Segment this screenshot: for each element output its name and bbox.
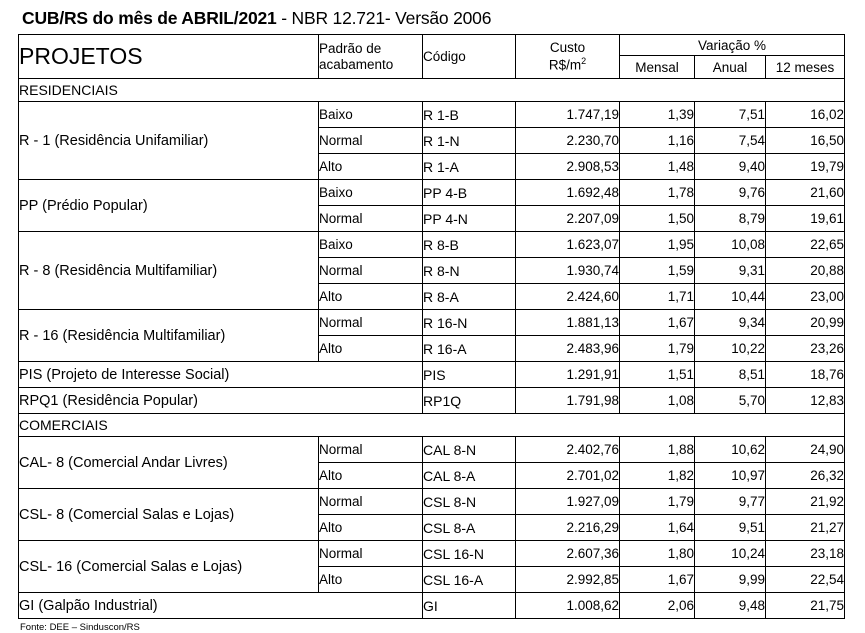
cell-12meses: 19,79 <box>766 154 845 180</box>
cell-mensal: 1,39 <box>620 102 695 128</box>
cell-custo: 2.701,02 <box>516 463 620 489</box>
cell-anual: 9,77 <box>695 489 766 515</box>
custo-line1: Custo <box>549 39 586 55</box>
cell-padrao: Baixo <box>319 180 423 206</box>
cell-custo: 1.623,07 <box>516 232 620 258</box>
cell-codigo: GI <box>423 593 516 619</box>
cell-codigo: R 1-A <box>423 154 516 180</box>
table-row <box>19 180 845 206</box>
cell-padrao: Alto <box>319 463 423 489</box>
cell-mensal: 1,48 <box>620 154 695 180</box>
cell-anual: 10,62 <box>695 437 766 463</box>
cell-12meses: 19,61 <box>766 206 845 232</box>
cell-padrao: Alto <box>319 154 423 180</box>
cell-projeto: PP (Prédio Popular) <box>19 180 319 232</box>
cell-mensal: 1,79 <box>620 489 695 515</box>
padrao-line1: Padrão de <box>319 40 382 56</box>
cell-12meses: 16,50 <box>766 128 845 154</box>
cell-anual: 10,44 <box>695 284 766 310</box>
cell-mensal: 1,79 <box>620 336 695 362</box>
cell-mensal: 1,88 <box>620 437 695 463</box>
table-row <box>19 593 845 619</box>
table-row <box>19 362 845 388</box>
header-row-1 <box>19 35 845 56</box>
cell-anual: 9,40 <box>695 154 766 180</box>
cell-anual: 9,48 <box>695 593 766 619</box>
table-row <box>19 388 845 414</box>
section-row <box>19 79 845 102</box>
cell-codigo: CSL 16-N <box>423 541 516 567</box>
page-title-main: CUB/RS do mês de ABRIL/2021 <box>22 8 277 28</box>
cell-mensal: 2,06 <box>620 593 695 619</box>
column-header-mensal: Mensal <box>620 56 695 79</box>
cell-padrao: Normal <box>319 206 423 232</box>
cell-12meses: 22,65 <box>766 232 845 258</box>
cell-padrao: Alto <box>319 284 423 310</box>
cell-12meses: 23,00 <box>766 284 845 310</box>
cell-padrao: Normal <box>319 310 423 336</box>
cell-custo: 1.692,48 <box>516 180 620 206</box>
custo-exponent: 2 <box>581 55 587 66</box>
section-row <box>19 414 845 437</box>
cell-12meses: 21,27 <box>766 515 845 541</box>
cell-anual: 10,97 <box>695 463 766 489</box>
column-header-variacao: Variação % <box>620 35 845 56</box>
cell-custo: 2.230,70 <box>516 128 620 154</box>
cell-custo: 2.607,36 <box>516 541 620 567</box>
cell-12meses: 23,26 <box>766 336 845 362</box>
cell-codigo: R 8-N <box>423 258 516 284</box>
cell-padrao: Alto <box>319 515 423 541</box>
cell-12meses: 21,60 <box>766 180 845 206</box>
cell-custo: 1.927,09 <box>516 489 620 515</box>
cell-projeto: R - 1 (Residência Unifamiliar) <box>19 102 319 180</box>
cell-padrao: Normal <box>319 437 423 463</box>
column-header-custo <box>516 35 620 79</box>
column-header-anual: Anual <box>695 56 766 79</box>
cell-padrao: Normal <box>319 258 423 284</box>
cell-codigo: PIS <box>423 362 516 388</box>
cell-projeto: RPQ1 (Residência Popular) <box>19 388 423 414</box>
cell-12meses: 26,32 <box>766 463 845 489</box>
cell-custo: 2.402,76 <box>516 437 620 463</box>
cell-12meses: 20,88 <box>766 258 845 284</box>
cell-custo: 2.908,53 <box>516 154 620 180</box>
cell-codigo: CSL 8-A <box>423 515 516 541</box>
cell-codigo: PP 4-B <box>423 180 516 206</box>
cell-anual: 9,99 <box>695 567 766 593</box>
cell-codigo: R 8-A <box>423 284 516 310</box>
cell-mensal: 1,67 <box>620 310 695 336</box>
cell-mensal: 1,64 <box>620 515 695 541</box>
cell-custo: 2.424,60 <box>516 284 620 310</box>
cell-12meses: 22,54 <box>766 567 845 593</box>
cell-codigo: CAL 8-N <box>423 437 516 463</box>
cell-mensal: 1,78 <box>620 180 695 206</box>
cell-custo: 2.207,09 <box>516 206 620 232</box>
cell-12meses: 21,92 <box>766 489 845 515</box>
cell-codigo: R 1-N <box>423 128 516 154</box>
section-label: RESIDENCIAIS <box>19 79 845 102</box>
cell-custo: 1.881,13 <box>516 310 620 336</box>
cell-projeto: CSL- 16 (Comercial Salas e Lojas) <box>19 541 319 593</box>
cell-anual: 10,24 <box>695 541 766 567</box>
cell-custo: 1.930,74 <box>516 258 620 284</box>
cell-codigo: R 1-B <box>423 102 516 128</box>
cell-anual: 8,79 <box>695 206 766 232</box>
padrao-line2: acabamento <box>319 56 394 72</box>
cell-12meses: 20,99 <box>766 310 845 336</box>
cell-padrao: Alto <box>319 336 423 362</box>
cell-anual: 10,08 <box>695 232 766 258</box>
cell-padrao: Baixo <box>319 232 423 258</box>
cell-codigo: RP1Q <box>423 388 516 414</box>
cell-custo: 1.008,62 <box>516 593 620 619</box>
cell-codigo: R 8-B <box>423 232 516 258</box>
cell-codigo: CSL 8-N <box>423 489 516 515</box>
cell-projeto: PIS (Projeto de Interesse Social) <box>19 362 423 388</box>
cell-anual: 7,51 <box>695 102 766 128</box>
cell-custo: 2.216,29 <box>516 515 620 541</box>
cell-12meses: 23,18 <box>766 541 845 567</box>
cell-custo: 2.992,85 <box>516 567 620 593</box>
section-label: COMERCIAIS <box>19 414 845 437</box>
column-header-padrao <box>319 35 423 79</box>
cell-codigo: CAL 8-A <box>423 463 516 489</box>
column-header-codigo: Código <box>423 35 516 79</box>
cell-custo: 2.483,96 <box>516 336 620 362</box>
cell-mensal: 1,82 <box>620 463 695 489</box>
cell-12meses: 24,90 <box>766 437 845 463</box>
cell-anual: 8,51 <box>695 362 766 388</box>
cell-codigo: R 16-N <box>423 310 516 336</box>
cell-padrao: Alto <box>319 567 423 593</box>
cub-table <box>18 34 845 619</box>
cell-12meses: 16,02 <box>766 102 845 128</box>
cell-12meses: 18,76 <box>766 362 845 388</box>
cell-anual: 9,76 <box>695 180 766 206</box>
cell-anual: 7,54 <box>695 128 766 154</box>
cell-projeto: GI (Galpão Industrial) <box>19 593 423 619</box>
cell-custo: 1.791,98 <box>516 388 620 414</box>
custo-line2: $R\$/m^2$ <box>548 55 587 73</box>
page-title-norm: - NBR 12.721- Versão 2006 <box>281 8 492 28</box>
cell-12meses: 12,83 <box>766 388 845 414</box>
table-row <box>19 232 845 258</box>
cell-codigo: R 16-A <box>423 336 516 362</box>
table-row <box>19 541 845 567</box>
table-header <box>19 35 845 79</box>
source-note: Fonte: DEE – Sinduscon/RS <box>20 622 140 633</box>
cell-codigo: CSL 16-A <box>423 567 516 593</box>
cell-mensal: 1,71 <box>620 284 695 310</box>
cell-12meses: 21,75 <box>766 593 845 619</box>
cell-anual: 9,51 <box>695 515 766 541</box>
cell-projeto: CSL- 8 (Comercial Salas e Lojas) <box>19 489 319 541</box>
cell-projeto: CAL- 8 (Comercial Andar Livres) <box>19 437 319 489</box>
cell-anual: 9,34 <box>695 310 766 336</box>
cell-codigo: PP 4-N <box>423 206 516 232</box>
table-row <box>19 310 845 336</box>
cell-mensal: 1,80 <box>620 541 695 567</box>
cell-mensal: 1,08 <box>620 388 695 414</box>
cell-mensal: 1,50 <box>620 206 695 232</box>
cell-padrao: Normal <box>319 541 423 567</box>
cell-padrao: Baixo <box>319 102 423 128</box>
column-header-projetos: PROJETOS <box>19 35 319 79</box>
table-body <box>19 79 845 619</box>
cell-custo: 1.747,19 <box>516 102 620 128</box>
cell-custo: 1.291,91 <box>516 362 620 388</box>
cell-mensal: 1,95 <box>620 232 695 258</box>
table-row <box>19 489 845 515</box>
table-row <box>19 437 845 463</box>
cell-projeto: R - 8 (Residência Multifamiliar) <box>19 232 319 310</box>
cell-mensal: 1,51 <box>620 362 695 388</box>
cell-anual: 10,22 <box>695 336 766 362</box>
cell-mensal: 1,59 <box>620 258 695 284</box>
page-title <box>22 8 855 29</box>
cell-projeto: R - 16 (Residência Multifamiliar) <box>19 310 319 362</box>
column-header-12meses: 12 meses <box>766 56 845 79</box>
cell-anual: 9,31 <box>695 258 766 284</box>
cell-padrao: Normal <box>319 489 423 515</box>
cell-mensal: 1,67 <box>620 567 695 593</box>
cell-mensal: 1,16 <box>620 128 695 154</box>
cell-anual: 5,70 <box>695 388 766 414</box>
table-row <box>19 102 845 128</box>
cell-padrao: Normal <box>319 128 423 154</box>
